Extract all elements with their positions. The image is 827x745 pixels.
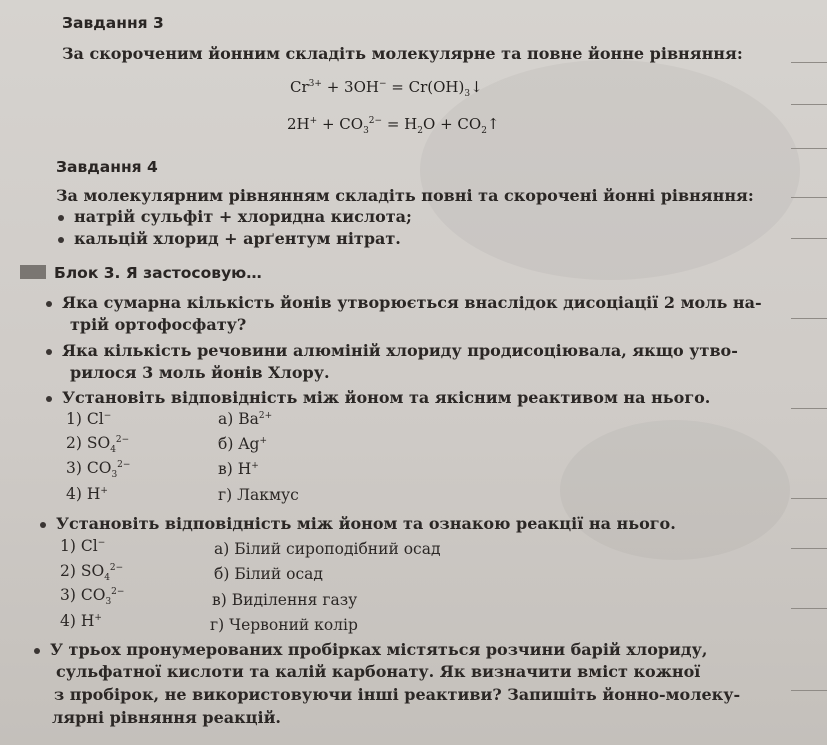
task3-text: За скороченим йонним складіть молекулярне та повне йонне рівняння: xyxy=(62,44,743,63)
q3-left-item: 2) $SO_4^{2-}$ xyxy=(66,434,130,456)
task3-equation-1: $Cr^{3+} + 3OH^-$ = $Cr(OH)_3↓$ xyxy=(290,78,483,99)
task3-title: Завдання 3 xyxy=(62,14,164,32)
page-edge-line xyxy=(791,608,827,609)
bullet-icon xyxy=(58,215,64,221)
task4-title: Завдання 4 xyxy=(56,158,158,176)
q3-right-item: г) Лакмус xyxy=(218,486,299,504)
q4-left-item: 3) $CO_3^{2-}$ xyxy=(60,586,125,608)
q3-right-item: в) H+ xyxy=(218,460,259,478)
q3-left-item: 4) H+ xyxy=(66,485,108,503)
q3-left-item: 1) Cl− xyxy=(66,410,112,428)
page-edge-line xyxy=(791,498,827,499)
block3-question-2-cont: рилося 3 моль йонів Хлору. xyxy=(70,363,330,382)
page-edge-line xyxy=(791,104,827,105)
block3-question-5-line: сульфатної кислоти та калій карбонату. Як визначити вміст кожної xyxy=(56,662,701,681)
task4-item: кальцій хлорид + арґентум нітрат. xyxy=(58,229,401,248)
q4-right-item: а) Білий сироподібний осад xyxy=(214,540,441,558)
page-edge-line xyxy=(791,148,827,149)
task4-text: За молекулярним рівнянням складіть повні та скорочені йонні рівняння: xyxy=(56,186,754,205)
page-edge-line xyxy=(791,408,827,409)
bullet-icon xyxy=(46,349,52,355)
q3-right-item: б) Ag+ xyxy=(218,435,267,453)
task3-equation-2: $2H^+ + CO_3^{2-} = H_2O$ + $CO_2↑$ xyxy=(287,115,500,136)
block3-question-5-line: лярні рівняння реакцій. xyxy=(52,708,281,727)
block3-question-2: Яка кількість речовини алюміній хлориду продисоціювала, якщо утво- xyxy=(46,341,738,360)
q4-right-item: в) Виділення газу xyxy=(212,591,358,609)
block3-title: Блок 3. Я застосовую… xyxy=(54,264,262,282)
page-edge-line xyxy=(791,238,827,239)
task4-item: натрій сульфіт + хлоридна кислота; xyxy=(58,207,412,226)
bullet-icon xyxy=(46,301,52,307)
bullet-icon xyxy=(46,396,52,402)
q3-right-item: а) $Ba^{2+}$ xyxy=(218,410,273,428)
page-edge-line xyxy=(791,690,827,691)
page-edge-line xyxy=(791,548,827,549)
block3-question-1: Яка сумарна кількість йонів утворюється внаслідок дисоціації 2 моль на- xyxy=(46,293,762,312)
q4-right-item: г) Червоний колір xyxy=(210,616,358,634)
bullet-icon xyxy=(34,648,40,654)
q4-left-item: 2) $SO_4^{2-}$ xyxy=(60,562,124,584)
page-edge-line xyxy=(791,62,827,63)
block3-question-3: Установіть відповідність між йоном та якісним реактивом на нього. xyxy=(46,388,710,407)
block3-question-4: Установіть відповідність між йоном та ознакою реакції на нього. xyxy=(40,514,676,533)
bullet-icon xyxy=(40,522,46,528)
bullet-icon xyxy=(58,237,64,243)
block3-question-5: У трьох пронумерованих пробірках містяться розчини барій хлориду, xyxy=(34,640,707,659)
q3-left-item: 3) $CO_3^{2-}$ xyxy=(66,459,131,481)
block3-question-5-line: з пробірок, не використовуючи інші реактиви? Запишіть йонно-молеку- xyxy=(54,685,741,704)
q4-right-item: б) Білий осад xyxy=(214,565,323,583)
bleed-through-shadow xyxy=(560,420,790,560)
block3-question-1-cont: трій ортофосфату? xyxy=(70,315,247,334)
block-marker-icon xyxy=(20,265,46,279)
q4-left-item: 1) Cl− xyxy=(60,537,106,555)
page-edge-line xyxy=(791,318,827,319)
page-edge-line xyxy=(791,197,827,198)
q4-left-item: 4) H+ xyxy=(60,612,102,630)
